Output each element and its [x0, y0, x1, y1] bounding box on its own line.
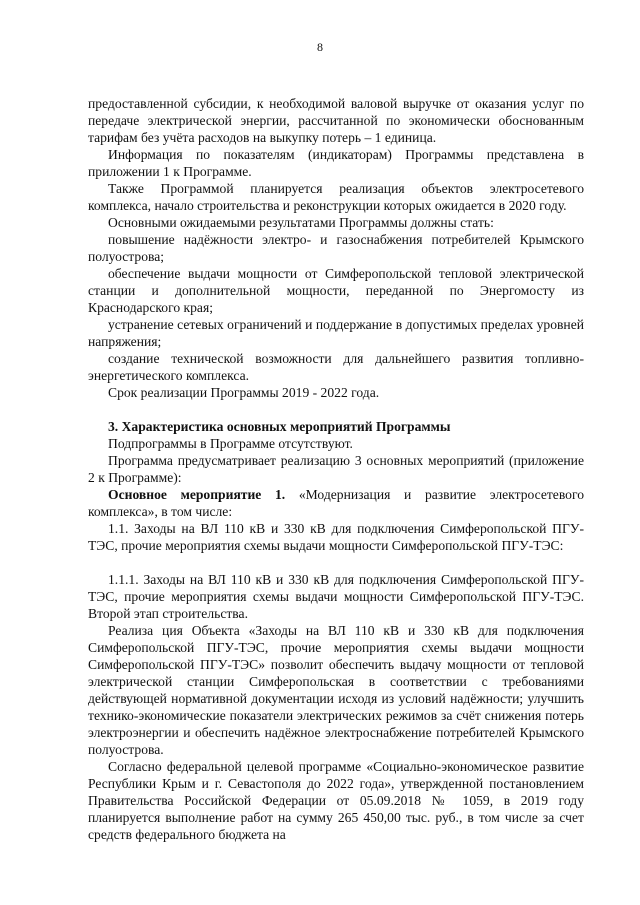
- paragraph-result-network: устранение сетевых ограничений и поддержание в допустимых пределах уровней напряжения;: [88, 317, 584, 349]
- paragraph-result-fuel-energy: создание технической возможности для дальнейшего развития топливно-энергетического комплекса.: [88, 351, 584, 383]
- paragraph-objects: Также Программой планируется реализация объектов электросетевого комплекса, начало строительства и реконструкции которых ожидается в 2020 году.: [88, 181, 584, 213]
- paragraph-indicators: Информация по показателям (индикаторам) Программы представлена в приложении 1 к Программе.: [88, 147, 584, 179]
- paragraph-subprograms: Подпрограммы в Программе отсутствуют.: [108, 436, 353, 451]
- item-1-1: 1.1. Заходы на ВЛ 110 кВ и 330 кВ для подключения Симферопольской ПГУ-ТЭС, прочие мероприятия схемы выдачи мощности Симферопольской ПГУ-ТЭС:: [88, 521, 584, 553]
- paragraph-implementation: Реализа ция Объекта «Заходы на ВЛ 110 кВ и 330 кВ для подключения Симферопольской ПГУ-ТЭС, прочие мероприятия схемы выдачи мощности Симферопольской ПГУ-ТЭС» позволит обеспечить выдачу мощности от тепловой электрической станции Симферопольская в соответствии с требованиями действующей нормативной документации исходя из условий надёжности; улучшить технико-экономические показатели электрических режимов за счёт снижения потерь электроэнергии и обеспечить надёжное электроснабжение потребителей Крымского полуострова.: [88, 623, 584, 757]
- paragraph-subsidy: предоставленной субсидии, к необходимой валовой выручке от оказания услуг по передаче электрической энергии, рассчитанной по экономически обоснованным тарифам без учёта расходов на выкупку потерь – 1 единица.: [88, 96, 584, 145]
- paragraph-result-power-output: обеспечение выдачи мощности от Симферопольской тепловой электрической станции и дополнительной мощности, переданной по Энергомосту из Краснодарского края;: [88, 266, 584, 315]
- paragraph-main-event-1: [88, 486, 584, 520]
- main-event-label: Основное мероприятие 1.: [108, 487, 286, 502]
- paragraph-results-intro: Основными ожидаемыми результатами Программы должны стать:: [108, 215, 494, 230]
- paragraph-federal-program: Согласно федеральной целевой программе «Социально-экономическое развитие Республики Крым и г. Севастополя до 2022 года», утвержденной постановлением Правительства Российской Федерации от 05.09.2018 № 1059, в 2019 году планируется выполнение работ на сумму 265 450,00 тыс. руб., в том числе за счет средств федерального бюджета на: [88, 759, 584, 842]
- item-1-1-1: 1.1.1. Заходы на ВЛ 110 кВ и 330 кВ для подключения Симферопольской ПГУ-ТЭС, прочие мероприятия схемы выдачи мощности Симферопольской ПГУ-ТЭС. Второй этап строительства.: [88, 572, 584, 621]
- page-number: 8: [317, 40, 323, 54]
- paragraph-term: Срок реализации Программы 2019 - 2022 года.: [108, 385, 380, 400]
- section-heading: 3. Характеристика основных мероприятий Программы: [108, 419, 451, 434]
- main-event-text: «Модернизация и развитие электросетевого комплекса», в том числе:: [88, 487, 584, 519]
- paragraph-main-events: Программа предусматривает реализацию 3 основных мероприятий (приложение 2 к Программе):: [88, 453, 584, 485]
- paragraph-result-reliability: повышение надёжности электро- и газоснабжения потребителей Крымского полуострова;: [88, 232, 584, 264]
